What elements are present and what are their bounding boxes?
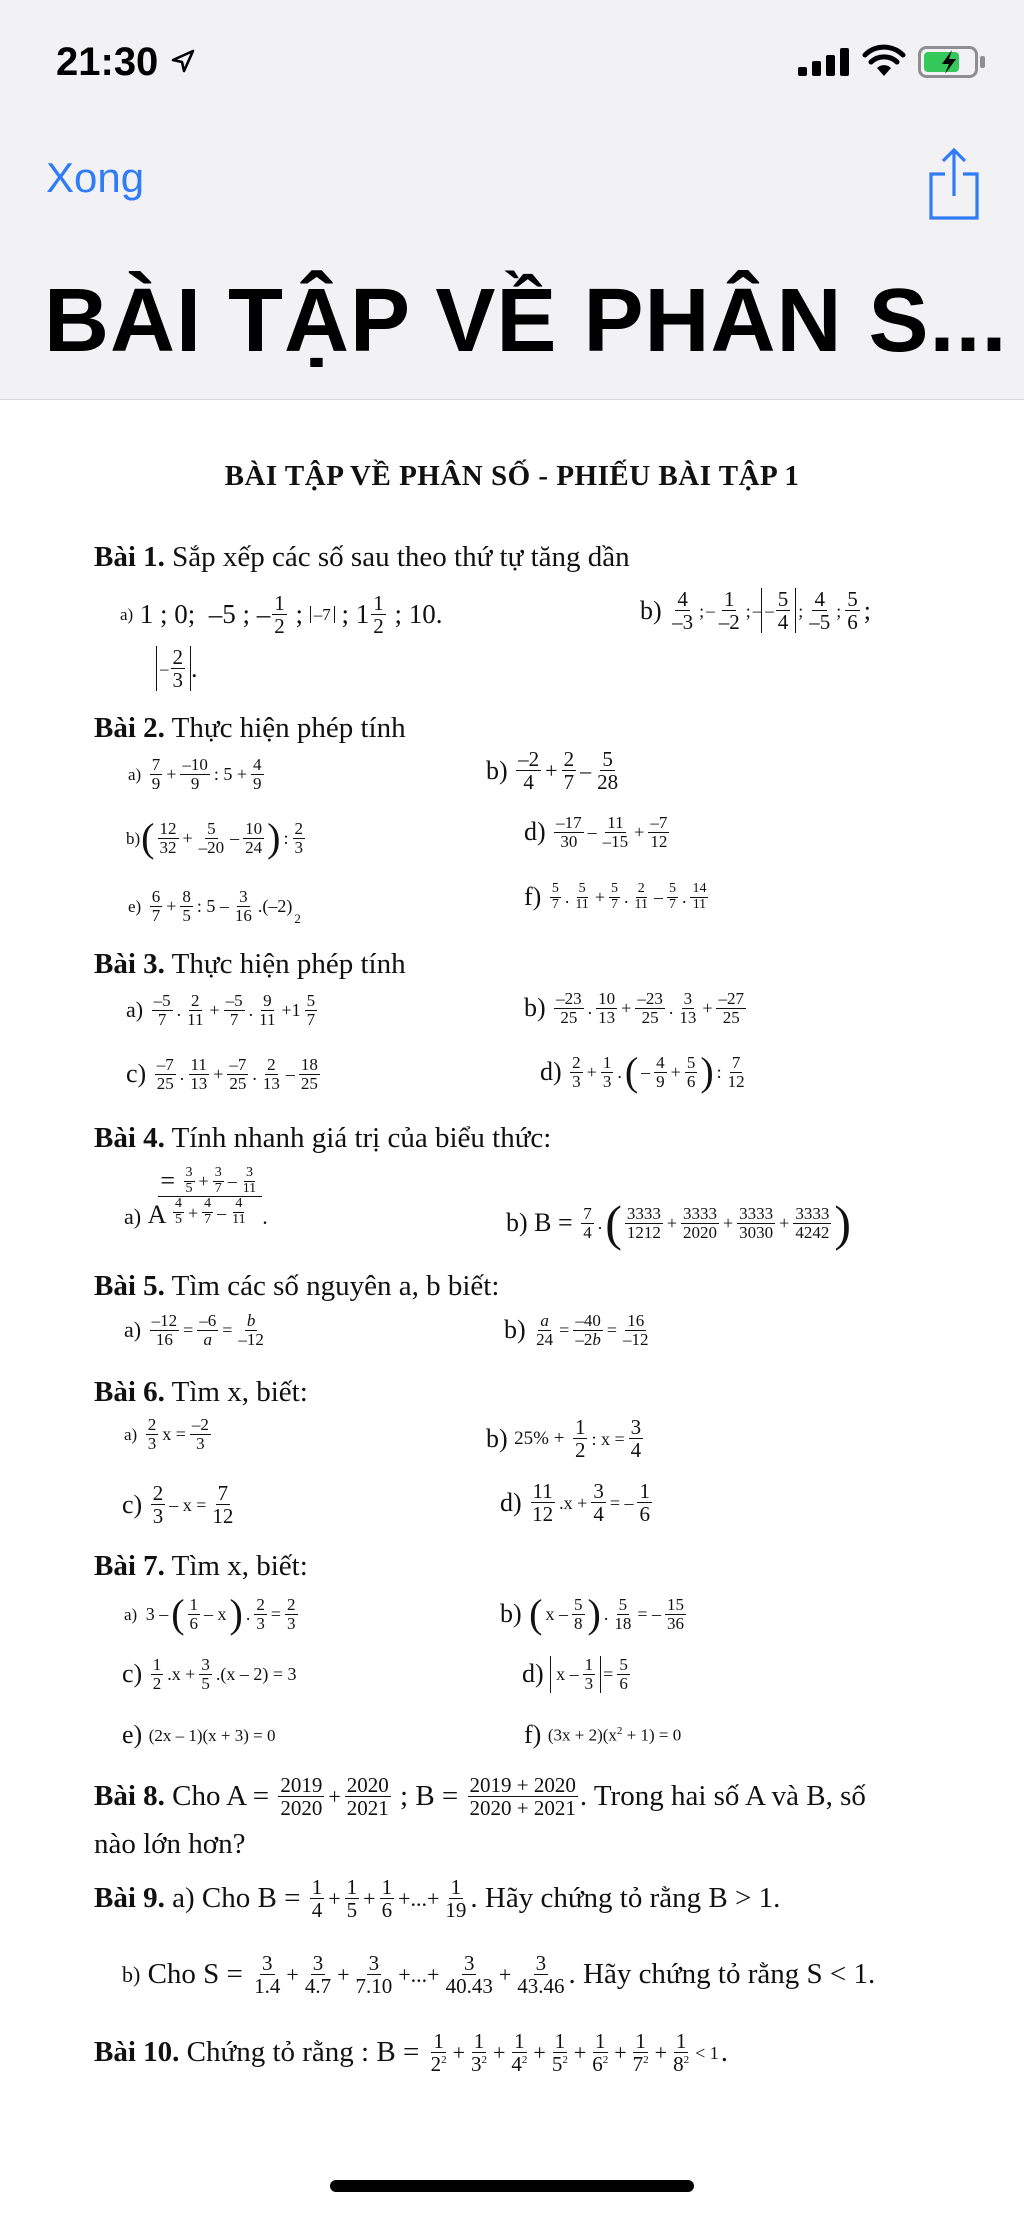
- exercise-7f: f) $(3x + 2)(x^2 + 1) = 0$: [524, 1720, 682, 1750]
- exercise-7-heading: [94, 1552, 308, 1581]
- exercise-3-title: Bài 3.: [94, 948, 165, 980]
- exercise-4b: b) B = $\frac{7}{4}$ . ( $\frac{3333}{1212}$ + $\frac{3333}{2020}$ + $\frac{3333}{3030}$ + $\frac{3333}{4242}$ ): [506, 1195, 851, 1251]
- exercise-5b: b) $\frac{a}{24}$ = $\frac{-40}{-2b}$ = $\frac{16}{-12}$: [504, 1311, 649, 1349]
- exercise-10: Bài 10. Chứng tỏ rằng : B = $\frac{1}{2^2}$ + $\frac{1}{3^2}$ + $\frac{1}{4^2}$ + $\frac{1}{5^2}$ + $\frac{1}{6^2}$ + $\frac{1}{7^2}$ + $\frac{1}{8^2}$ < 1 .: [94, 2029, 728, 2077]
- status-bar: [0, 0, 1024, 130]
- exercise-5a: a) $\frac{-12}{16}$ = $\frac{-6}{a}$ = $\frac{b}{-12}$: [124, 1311, 264, 1349]
- exercise-7e: e) (2x – 1)(x + 3) = 0: [122, 1720, 276, 1750]
- exercise-7a: a) 3 – ( $\frac{1}{6}$ – x ) . $\frac{2}{3}$ = $\frac{2}{3}$: [124, 1591, 296, 1636]
- document-title: BÀI TẬP VỀ PHÂN S...: [44, 271, 1008, 371]
- exercise-6-text: Tìm x, biết:: [171, 1376, 308, 1408]
- exercise-3c: c) $\frac{-7}{25}$ . $\frac{11}{13}$ + $\frac{-7}{25}$ . $\frac{2}{13}$ – $\frac{18}{25}$: [126, 1055, 318, 1093]
- exercise-8-title: Bài 8.: [94, 1780, 165, 1813]
- exercise-7-title: Bài 7.: [94, 1550, 165, 1582]
- cellular-signal-icon: [798, 48, 852, 76]
- exercise-2-heading: [94, 714, 406, 743]
- exercise-6c: c) $\frac{2}{3}$ – x = $\frac{7}{12}$: [122, 1481, 234, 1529]
- exercise-1b-cont: – $\frac{2}{3}$ .: [156, 646, 198, 691]
- exercise-9-title: Bài 9.: [94, 1882, 165, 1915]
- exercise-2b: b) $\frac{-2}{4}$ + $\frac{2}{7}$ – $\frac{5}{28}$: [486, 747, 619, 795]
- exercise-4-title: Bài 4.: [94, 1122, 165, 1154]
- exercise-3d: d) $\frac{2}{3}$ + $\frac{1}{3}$ . ( – $\frac{4}{9}$ + $\frac{5}{6}$ ) : $\frac{7}{12}$: [540, 1049, 745, 1094]
- exercise-3b: b) $\frac{-23}{25}$ . $\frac{10}{13}$ + $\frac{-23}{25}$ . $\frac{3}{13}$ + $\frac{-27}{25}$: [524, 989, 744, 1027]
- exercise-6-title: Bài 6.: [94, 1376, 165, 1408]
- exercise-1-heading: [94, 543, 630, 572]
- exercise-5-heading: [94, 1272, 499, 1301]
- worksheet-heading: BÀI TẬP VỀ PHÂN SỐ - PHIẾU BÀI TẬP 1: [224, 460, 800, 492]
- exercise-9b: b) Cho S = $\frac{3}{1.4}$ + $\frac{3}{4.7}$ + $\frac{3}{7.10}$ +...+ $\frac{3}{40.43}$ + $\frac{3}{43.46}$ . Hãy chứng tỏ rằng S < 1.: [122, 1951, 876, 1999]
- exercise-6d: d) $\frac{11}{12}$ .x + $\frac{3}{4}$ = – $\frac{1}{6}$: [500, 1479, 650, 1527]
- done-button[interactable]: Xong: [46, 154, 145, 201]
- exercise-1-text: Sắp xếp các số sau theo thứ tự tăng dần: [172, 541, 630, 573]
- location-arrow-icon: [170, 48, 196, 74]
- exercise-2-text: Thực hiện phép tính: [171, 712, 406, 744]
- exercise-1-title: Bài 1.: [94, 541, 165, 573]
- exercise-8: Bài 8. Cho A = $\frac{2019}{2020}$ + $\frac{2020}{2021}$ ; B = $\frac{2019 + 2020}{2020 + 2021}$ . Trong hai số A và B, số: [94, 1773, 866, 1821]
- exercise-4a: a) A = $\frac{3}{5}$ + $\frac{3}{7}$ – $\frac{3}{11}$ $\frac{4}{5}$ + $\frac{4}{7}$ – $\frac{4}{11}$ .: [124, 1165, 268, 1229]
- exercise-6a: a) $\frac{2}{3}$ x = $\frac{-2}{3}$: [124, 1415, 209, 1453]
- exercise-5-title: Bài 5.: [94, 1270, 165, 1302]
- exercise-6b: b) 25% + $\frac{1}{2}$ : x = $\frac{3}{4}$: [486, 1415, 642, 1463]
- share-icon[interactable]: [926, 144, 982, 224]
- exercise-1b: b) $\frac{4}{-3}$ ; – $\frac{1}{-2}$ ; – – $\frac{5}{4}$ ; $\frac{4}{-5}$ ; $\frac{5}{6}$ ;: [640, 587, 871, 635]
- exercise-1a: a) 1 ; 0; –5 ; – $\frac{1}{2}$ ; –7 ; 1 $\frac{1}{2}$ ; 10.: [120, 591, 443, 639]
- battery-charging-icon: [918, 46, 988, 78]
- exercise-10-title: Bài 10.: [94, 2036, 180, 2069]
- exercise-2-title: Bài 2.: [94, 712, 165, 744]
- exercise-2f: f) $\frac{5}{7}$ . $\frac{5}{11}$ + $\frac{5}{7}$ . $\frac{2}{11}$ – $\frac{5}{7}$ . $\frac{14}{11}$: [524, 881, 707, 912]
- status-time: 21:30: [56, 40, 159, 84]
- exercise-3-heading: [94, 950, 406, 979]
- exercise-2c: b) ( $\frac{12}{32}$ + $\frac{5}{-20}$ – $\frac{10}{24}$ ) : $\frac{2}{3}$: [126, 815, 303, 860]
- wifi-icon: [862, 44, 906, 78]
- exercise-7c: c) $\frac{1}{2}$ .x + $\frac{3}{5}$ .(x – 2) = 3: [122, 1655, 297, 1693]
- exercise-3-text: Thực hiện phép tính: [171, 948, 406, 980]
- document-page: [0, 400, 1024, 2170]
- exercise-9a: Bài 9. a) Cho B = $\frac{1}{4}$ + $\frac{1}{5}$ + $\frac{1}{6}$ +...+ $\frac{1}{19}$ . Hãy chứng tỏ rằng B > 1.: [94, 1875, 781, 1923]
- home-indicator[interactable]: [330, 2180, 694, 2192]
- exercise-7d: d) x – $\frac{1}{3}$ = $\frac{5}{6}$: [522, 1655, 628, 1693]
- navigation-bar: [0, 130, 1024, 400]
- exercise-4-heading: [94, 1124, 551, 1153]
- label-b: b): [640, 595, 662, 625]
- exercise-8-text2: nào lớn hơn?: [94, 1828, 246, 1860]
- exercise-2d: d) $\frac{-17}{30}$ – $\frac{11}{-15}$ + $\frac{-7}{12}$: [524, 813, 668, 851]
- exercise-5-text: Tìm các số nguyên a, b biết:: [171, 1270, 500, 1302]
- label-a: a): [120, 605, 134, 625]
- exercise-7-text: Tìm x, biết:: [171, 1550, 308, 1582]
- exercise-2a: a) $\frac{7}{9}$ + $\frac{-10}{9}$ : 5 + $\frac{4}{9}$: [128, 755, 262, 793]
- exercise-3a: a) $\frac{-5}{7}$ . $\frac{2}{11}$ + $\frac{-5}{7}$ . $\frac{9}{11}$ +1 $\frac{5}{7}$: [126, 991, 316, 1029]
- exercise-7b: b) ( x – $\frac{5}{8}$ ) . $\frac{5}{18}$ = – $\frac{15}{36}$: [500, 1591, 684, 1636]
- exercise-2e: e) $\frac{6}{7}$ + $\frac{8}{5}$ : 5 – $\frac{3}{16}$ .(–2) 2: [128, 887, 301, 926]
- exercise-6-heading: [94, 1378, 308, 1407]
- exercise-4-text: Tính nhanh giá trị của biểu thức:: [171, 1122, 552, 1154]
